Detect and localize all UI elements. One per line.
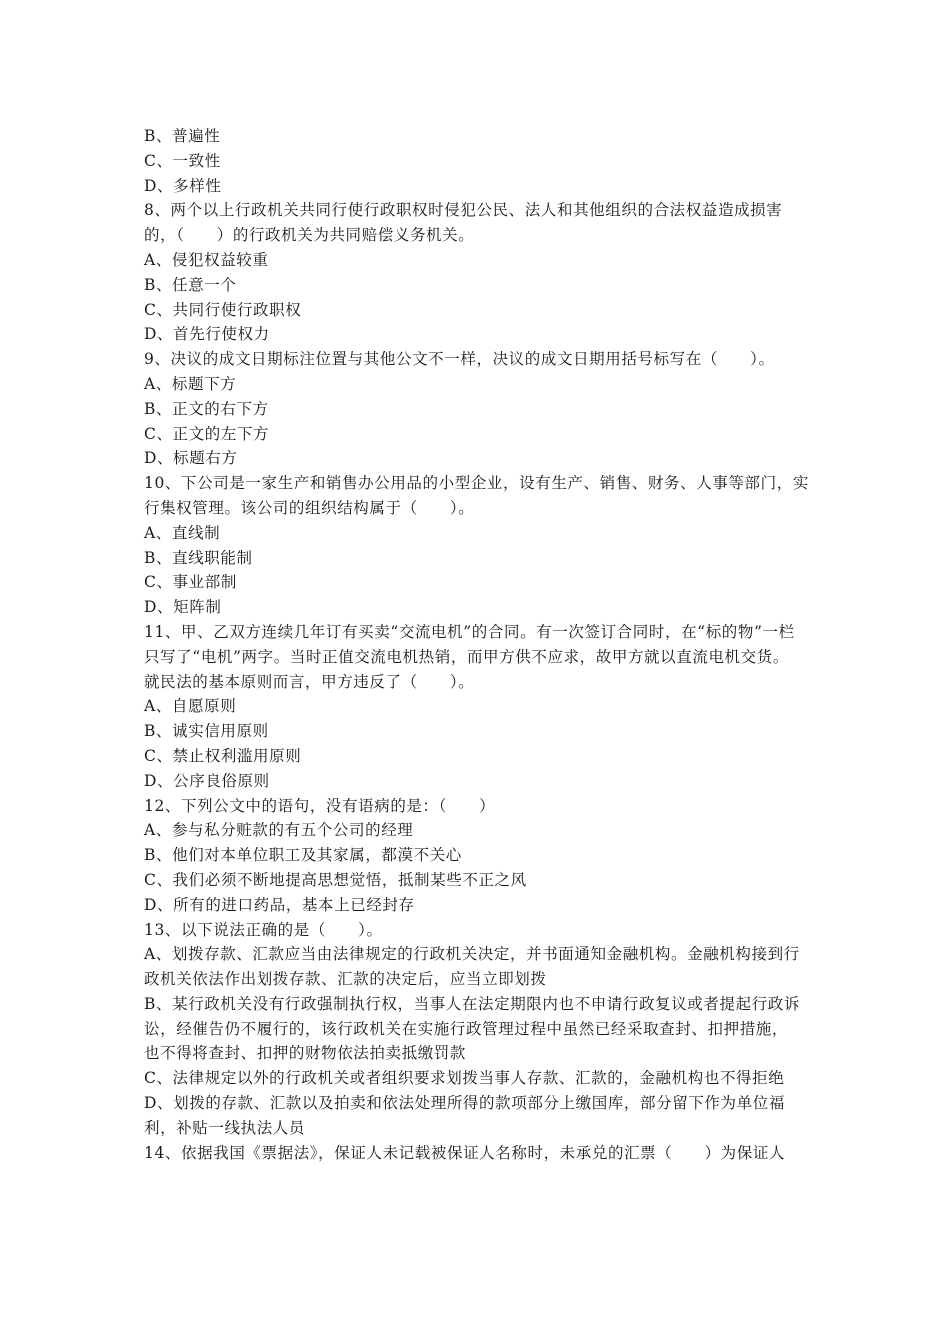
question-12: 12、下列公文中的语句，没有语病的是：（ ） bbox=[144, 796, 496, 815]
option-d-q13: D、划拨的存款、汇款以及拍卖和依法处理所得的款项部分上缴国库，部分留下作为单位福利，补贴一线执法人员 bbox=[144, 1094, 785, 1137]
option-c-q7: C、一致性 bbox=[144, 151, 221, 170]
option-a-q9: A、标题下方 bbox=[144, 374, 237, 393]
question-11-prompt: 就民法的基本原则而言，甲方违反了（ ）。 bbox=[144, 672, 475, 691]
option-a-q8: A、侵犯权益较重 bbox=[144, 250, 269, 269]
option-b-q7: B、普遍性 bbox=[144, 127, 221, 145]
option-d-q8: D、首先行使权力 bbox=[144, 325, 270, 344]
question-13: 13、以下说法正确的是（ ）。 bbox=[144, 920, 383, 939]
option-b-q13-continued: 也不得将查封、扣押的财物依法拍卖抵缴罚款 bbox=[144, 1044, 467, 1063]
document-body bbox=[144, 124, 810, 1165]
option-b-q13: B、某行政机关没有行政强制执行权，当事人在法定期限内也不申请行政复议或者提起行政诉讼，经催告仍不履行的，该行政机关在实施行政管理过程中虽然已经采取查封、扣押措施， bbox=[144, 994, 800, 1038]
option-b-q9: B、正文的右下方 bbox=[144, 399, 269, 418]
option-c-q10: C、事业部制 bbox=[144, 573, 237, 592]
option-b-q10: B、直线职能制 bbox=[144, 548, 253, 567]
option-b-q8: B、任意一个 bbox=[144, 275, 237, 294]
option-d-q11: D、公序良俗原则 bbox=[144, 771, 270, 790]
option-d-q7: D、多样性 bbox=[144, 176, 222, 195]
option-b-q12: B、他们对本单位职工及其家属，都漠不关心 bbox=[144, 846, 462, 865]
question-11: 11、甲、乙双方连续几年订有买卖“交流电机”的合同。有一次签订合同时，在“标的物”一栏只写了“电机”两字。当时正值交流电机热销，而甲方供不应求，故甲方就以直流电机交货。 bbox=[144, 622, 795, 666]
option-c-q13: C、法律规定以外的行政机关或者组织要求划拨当事人存款、汇款的，金融机构也不得拒绝 bbox=[144, 1069, 785, 1088]
question-14: 14、依据我国《票据法》，保证人未记载被保证人名称时，未承兑的汇票（ ）为保证人 bbox=[144, 1143, 786, 1162]
option-a-q10: A、直线制 bbox=[144, 523, 221, 542]
option-d-q9: D、标题右方 bbox=[144, 449, 238, 468]
option-c-q11: C、禁止权利滥用原则 bbox=[144, 746, 302, 765]
option-c-q12: C、我们必须不断地提高思想觉悟，抵制某些不正之风 bbox=[144, 870, 527, 889]
question-8: 8、两个以上行政机关共同行使行政职权时侵犯公民、法人和其他组织的合法权益造成损害的，（ ）的行政机关为共同赔偿义务机关。 bbox=[144, 201, 783, 245]
option-b-q11: B、诚实信用原则 bbox=[144, 722, 269, 741]
option-a-q11: A、自愿原则 bbox=[144, 697, 237, 716]
option-d-q12: D、所有的进口药品，基本上已经封存 bbox=[144, 895, 415, 914]
option-c-q9: C、正文的左下方 bbox=[144, 424, 270, 443]
option-d-q10: D、矩阵制 bbox=[144, 598, 222, 617]
option-c-q8: C、共同行使行政职权 bbox=[144, 300, 302, 319]
option-a-q13: A、划拨存款、汇款应当由法律规定的行政机关决定，并书面通知金融机构。金融机构接到行政机关依法作出划拨存款、汇款的决定后，应当立即划拨 bbox=[144, 945, 800, 989]
question-9: 9、决议的成文日期标注位置与其他公文不一样，决议的成文日期用括号标写在（ ）。 bbox=[144, 350, 775, 369]
question-10: 10、下公司是一家生产和销售办公用品的小型企业，设有生产、销售、财务、人事等部门，实行集权管理。该公司的组织结构属于（ ）。 bbox=[144, 474, 809, 517]
option-a-q12: A、参与私分赃款的有五个公司的经理 bbox=[144, 821, 414, 840]
